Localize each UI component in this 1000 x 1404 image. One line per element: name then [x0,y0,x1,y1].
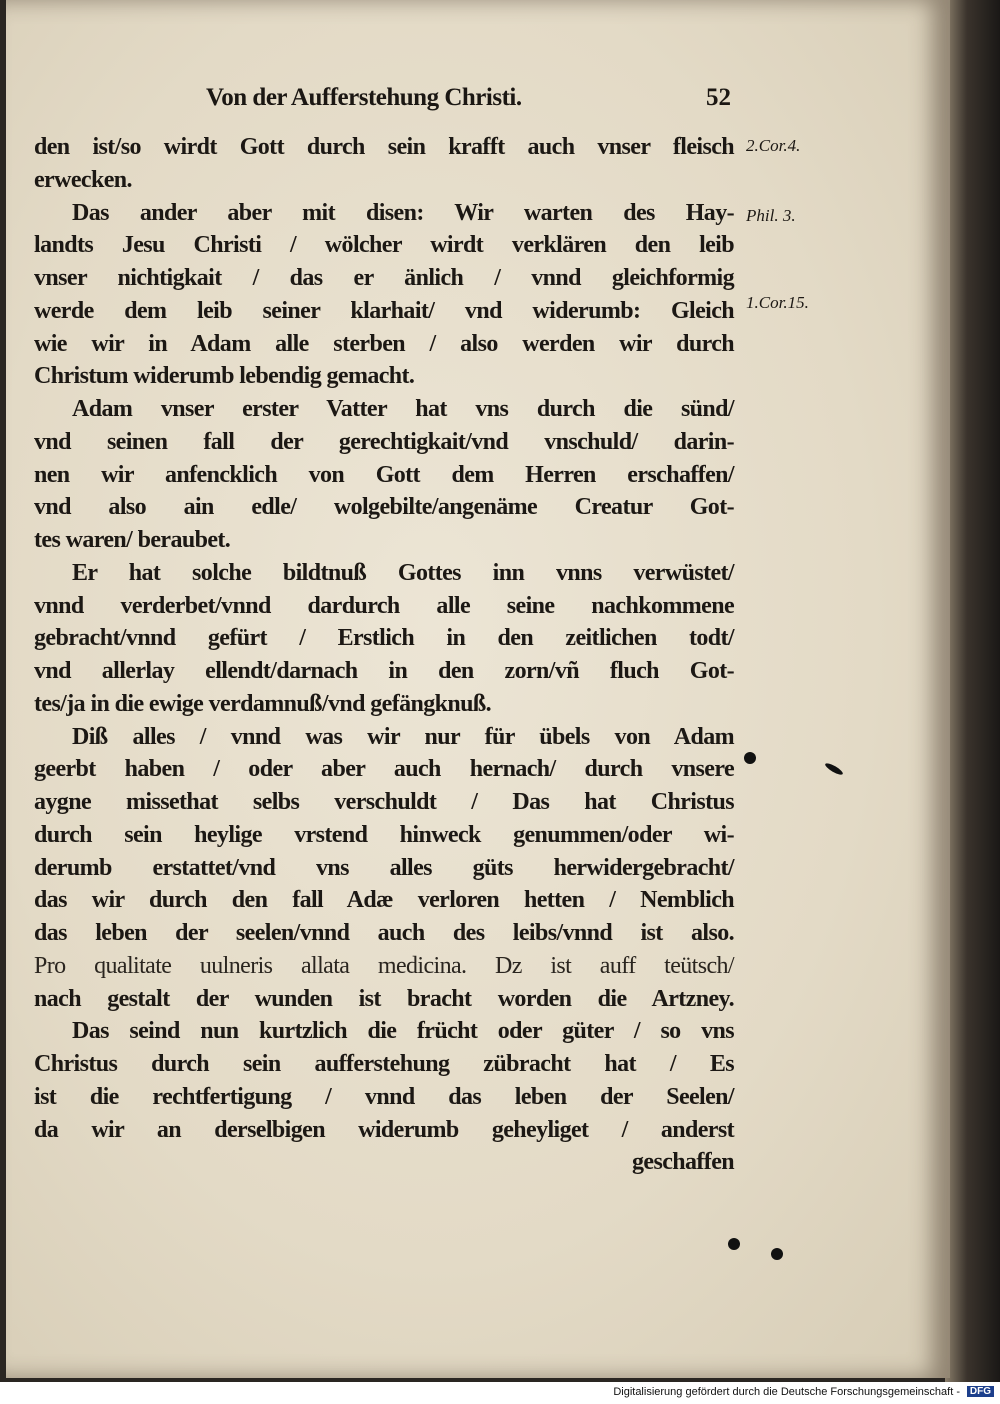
text-line: vnd also ain edle/ wolgebilte/angenäme Creatur Got- [34,494,734,521]
text-line: werde dem leib seiner klarhait/ vnd widerumb: Gleich [34,297,734,324]
text-line: das leben der seelen/vnnd auch des leibs/vnnd ist also. [34,920,734,946]
text-line: vnnd verderbet/vnnd dardurch alle seine nachkommene [34,592,734,619]
text-line: vnser nichtigkait / das er änlich / vnnd gleichformig [34,265,734,291]
running-title: Von der Aufferstehung Christi. [206,84,522,111]
ink-spot [771,1248,783,1260]
text-line: nen wir anfencklich von Gott dem Herren erschaffen/ [34,461,734,488]
text-line: landts Jesu Christi / wölcher wirdt verklären den leib [34,232,734,259]
text-line: aygne missethat selbs verschuldt / Das hat Christus [34,789,734,815]
text-line: wie wir in Adam alle sterben / also werden wir durch [34,330,734,357]
ink-spot [728,1238,740,1250]
margin-note: 1.Cor.15. [746,293,809,312]
ink-spot [824,761,844,776]
page-number: 52 [706,84,731,111]
text-line: den ist/so wirdt Gott durch sein krafft auch vnser fleisch [34,134,734,160]
footer [0,1382,1000,1404]
text-line: tes waren/ beraubet. [34,527,231,553]
dfg-logo: DFG [967,1386,994,1397]
text-line: da wir an derselbigen widerumb geheyliget / anderst [34,1116,734,1143]
text-line: derumb erstattet/vnd vns alles güts herwidergebracht/ [34,854,734,881]
text-line: Er hat solche bildtnuß Gottes inn vnns verwüstet/ [72,559,734,586]
text-line: erwecken. [34,166,132,193]
book-edge [945,0,1000,1382]
text-line: Christus durch sein aufferstehung zübracht hat / Es [34,1051,734,1077]
text-line: Das seind nun kurtzlich die frücht oder güter / so vns [72,1018,734,1045]
text-line: gebracht/vnnd gefürt / Erstlich in den zeitlichen todt/ [34,625,734,652]
funding-note: Digitalisierung gefördert durch die Deutsche Forschungsgemeinschaft - [613,1386,960,1398]
text-line: geerbt haben / oder aber auch hernach/ durch vnsere [34,756,734,783]
text-line: vnd seinen fall der gerechtigkait/vnd vnschuld/ darin- [34,428,734,455]
text-line: Christum widerumb lebendig gemacht. [34,363,415,390]
text-line: tes/ja in die ewige verdamnuß/vnd gefängknuß. [34,690,492,717]
text-line: Pro qualitate uulneris allata medicina. Dz ist auff teütsch/ [34,952,734,979]
text-line: durch sein heylige vrstend hinweck genummen/oder wi- [34,821,734,848]
ink-spot [744,752,756,764]
text-line: das wir durch den fall Adæ verloren hetten / Nemblich [34,887,734,914]
text-line: ist die rechtfertigung / vnnd das leben der Seelen/ [34,1083,734,1110]
margin-note: 2.Cor.4. [746,136,801,155]
text-line: Das ander aber mit disen: Wir warten des Hay- [72,199,734,226]
text-line: Adam vnser erster Vatter hat vns durch die sünd/ [72,396,734,422]
text-line: vnd allerlay ellendt/darnach in den zorn/vñ fluch Got- [34,658,734,684]
text-line: geschaffen [632,1149,734,1176]
margin-note: Phil. 3. [746,206,796,225]
document-page [6,0,950,1378]
text-line: Diß alles / vnnd was wir nur für übels von Adam [72,723,734,750]
text-line: nach gestalt der wunden ist bracht worden die Artzney. [34,985,734,1012]
